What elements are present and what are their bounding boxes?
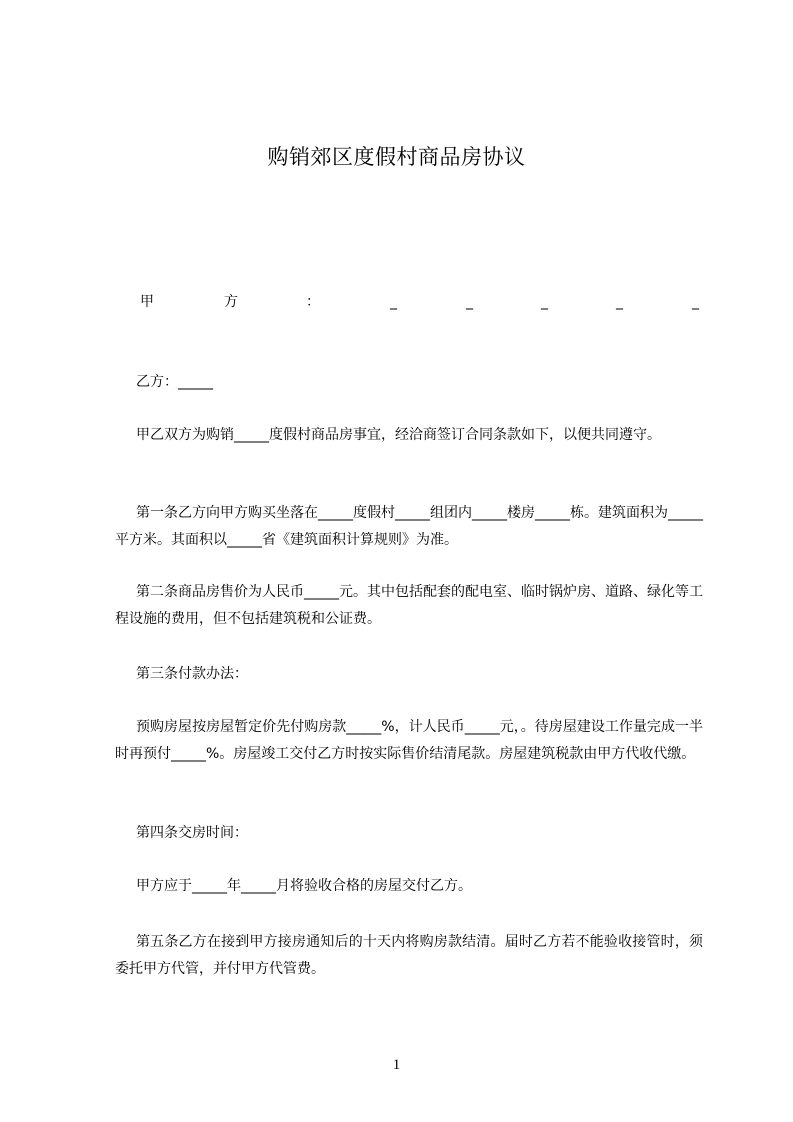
page-number: 1 [392, 1057, 401, 1073]
article-4-body: 甲方应于_____年_____月将验收合格的房屋交付乙方。 [136, 878, 472, 894]
party-b-line: 乙方：_____ [136, 374, 213, 390]
intro-paragraph: 甲乙双方为购销_____度假村商品房事宜，经洽商签订合同条款如下，以便共同遵守。 [136, 427, 661, 443]
party-a-blank: _ [692, 294, 699, 310]
article-3-heading: 第三条付款办法： [136, 666, 248, 682]
party-a-line [136, 291, 704, 313]
party-a-blank: _ [466, 294, 473, 310]
party-a-blank: _ [541, 294, 548, 310]
party-a-label-char1: 甲 [140, 294, 154, 310]
party-a-blank: _ [390, 294, 397, 310]
article-5: 第五条乙方在接到甲方接房通知后的十天内将购房款结清。届时乙方若不能验收接管时，须委托甲方代管，并付甲方代管费。 [115, 934, 703, 977]
article-2: 第二条商品房售价为人民币_____元。其中包括配套的配电室、临时锅炉房、道路、绿化等工程设施的费用，但不包括建筑税和公证费。 [115, 584, 703, 627]
party-a-label-char2: 方 [224, 294, 238, 310]
article-4-heading: 第四条交房时间： [136, 825, 248, 841]
article-3-body: 预购房屋按房屋暂定价先付购房款_____%，计人民币_____元，。待房屋建设工作量完成一半时再预付_____%。房屋竣工交付乙方时按实际售价结清尾款。房屋建筑税款由甲方代收代缴。 [115, 719, 703, 762]
page-title: 购销郊区度假村商品房协议 [267, 145, 526, 169]
party-a-blank: _ [616, 294, 623, 310]
article-1: 第一条乙方向甲方购买坐落在_____度假村_____组团内_____楼房_____栋。建筑面积为_____平方米。其面积以_____省《建筑面积计算规则》为准。 [115, 505, 703, 548]
party-a-colon: ： [306, 294, 320, 310]
